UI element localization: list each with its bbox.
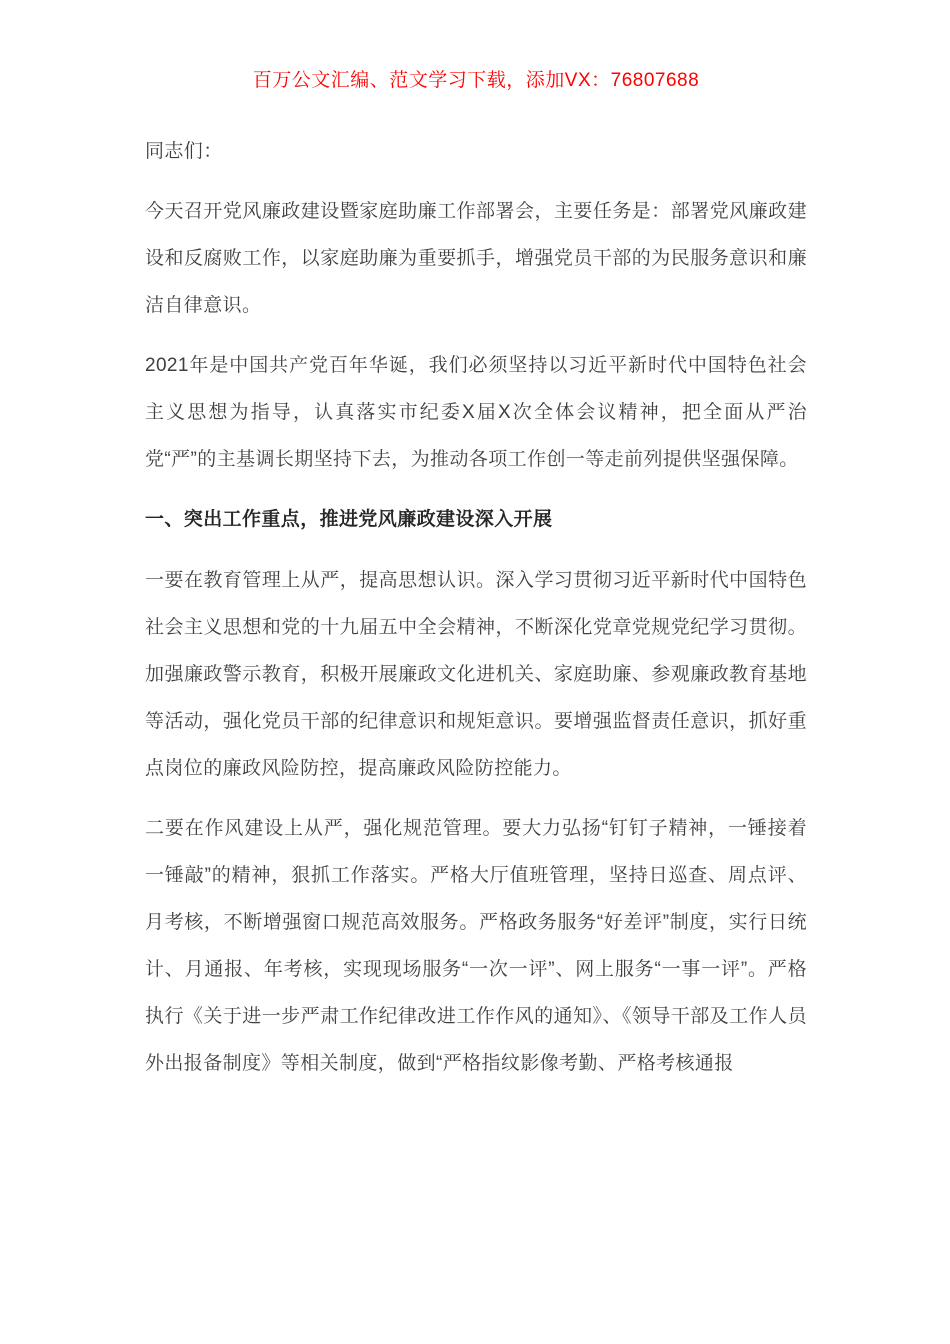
paragraph-intro: 今天召开党风廉政建设暨家庭助廉工作部署会，主要任务是：部署党风廉政建设和反腐败工作，以家庭助廉为重要抓手，增强党员干部的为民服务意识和廉洁自律意识。 [145, 201, 807, 316]
paragraph-point-2: 二要在作风建设上从严，强化规范管理。要大力弘扬“钉钉子精神，一锤接着一锤敲”的精神，狠抓工作落实。严格大厅值班管理，坚持日巡查、周点评、月考核，不断增强窗口规范高效服务。严格政务服务“好差评”制度，实行日统计、月通报、年考核，实现现场服务“一次一评”、网上服务“一事一评”。严格执行《关于进一步严肃工作纪律改进工作作风的通知》、《领导干部及工作人员外出报备制度》等相关制度，做到“严格指纹影像考勤、严格考核通报 [145, 818, 807, 1074]
promo-banner-text: 百万公文汇编、范文学习下载，添加VX：76807688 [252, 70, 700, 91]
paragraph-point-1: 一要在教育管理上从严，提高思想认识。深入学习贯彻习近平新时代中国特色社会主义思想和党的十九届五中全会精神，不断深化党章党规党纪学习贯彻。加强廉政警示教育，积极开展廉政文化进机关、家庭助廉、参观廉政教育基地等活动，强化党员干部的纪律意识和规矩意识。要增强监督责任意识，抓好重点岗位的廉政风险防控，提高廉政风险防控能力。 [145, 570, 807, 779]
paragraph-context: 2021年是中国共产党百年华诞，我们必须坚持以习近平新时代中国特色社会主义思想为指导，认真落实市纪委X届X次全体会议精神，把全面从严治党“严”的主基调长期坚持下去，为推动各项工作创一等走前列提供坚强保障。 [145, 355, 807, 470]
section-heading-1: 一、突出工作重点，推进党风廉政建设深入开展 [145, 509, 553, 530]
paragraph-salutation: 同志们： [145, 141, 223, 162]
